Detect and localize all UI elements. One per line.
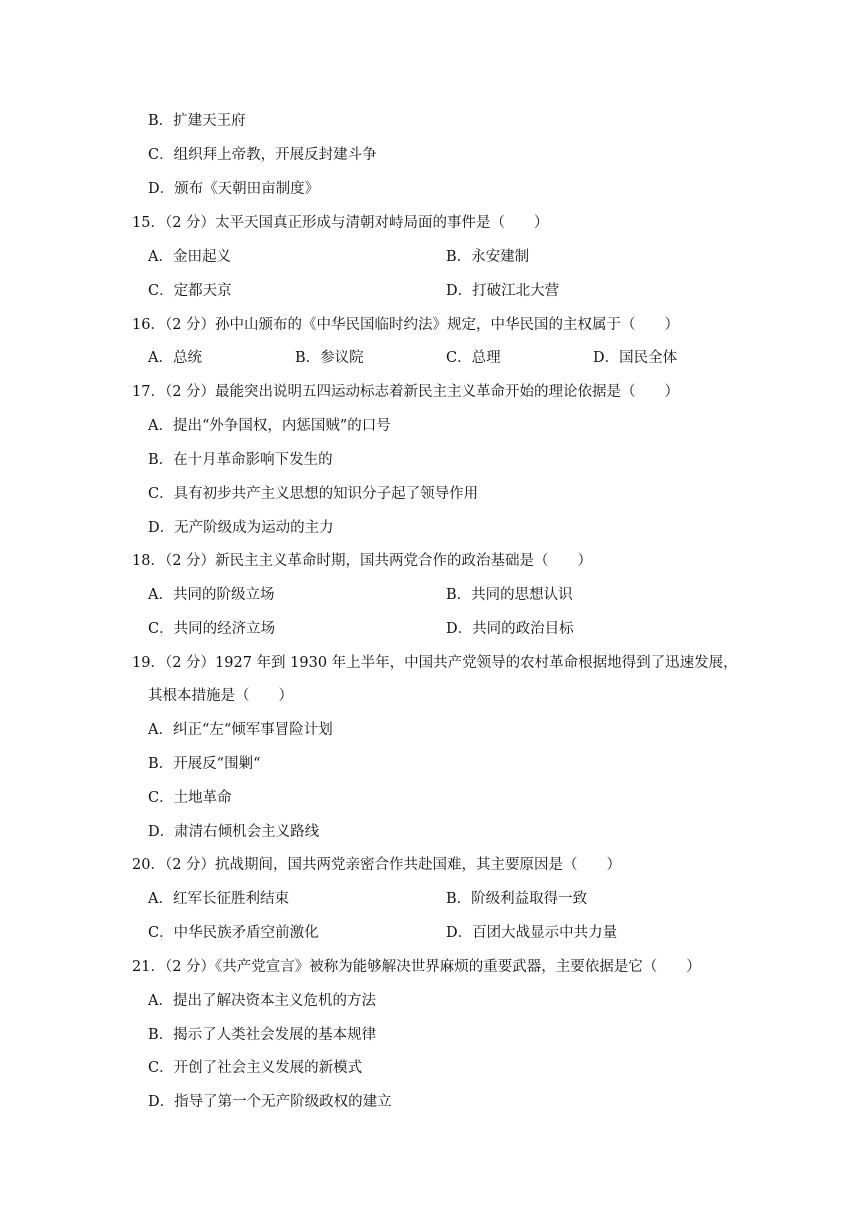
q20-option-a: A．红军长征胜利结束 xyxy=(148,891,289,907)
q16-option-a: A．总统 xyxy=(148,350,202,366)
q14-option-b: B．扩建天王府 xyxy=(148,113,246,129)
q21-option-b: B．揭示了人类社会发展的基本规律 xyxy=(148,1027,377,1043)
q14-option-c: C．组织拜上帝教，开展反封建斗争 xyxy=(148,147,377,163)
q15-option-d: D．打破江北大营 xyxy=(446,283,560,299)
q14-option-d: D．颁布《天朝田亩制度》 xyxy=(148,181,320,197)
q20-stem: 20．（2 分）抗战期间，国共两党亲密合作共赴国难，其主要原因是（ ） xyxy=(132,857,622,873)
q18-option-c: C．共同的经济立场 xyxy=(148,621,276,637)
q17-option-c: C．具有初步共产主义思想的知识分子起了领导作用 xyxy=(148,486,479,502)
q16-stem: 16．（2 分）孙中山颁布的《中华民国临时约法》规定，中华民国的主权属于（ ） xyxy=(132,317,680,333)
q20-option-d: D．百团大战显示中共力量 xyxy=(446,925,618,941)
q17-option-b: B．在十月革命影响下发生的 xyxy=(148,452,333,468)
q19-stem-line-1: 19．（2 分）1927 年到 1930 年上半年，中国共产党领导的农村革命根据地得到了迅速发展， xyxy=(132,655,738,671)
q16-option-b: B．参议院 xyxy=(295,350,364,366)
q15-option-c: C．定都天京 xyxy=(148,283,232,299)
q18-option-a: A．共同的阶级立场 xyxy=(148,587,275,603)
q21-option-c: C．开创了社会主义发展的新模式 xyxy=(148,1060,363,1076)
q20-option-b: B．阶级利益取得一致 xyxy=(446,891,588,907)
q20-option-c: C．中华民族矛盾空前激化 xyxy=(148,925,319,941)
q17-stem: 17．（2 分）最能突出说明五四运动标志着新民主主义革命开始的理论依据是（ ） xyxy=(132,384,680,400)
q21-option-a: A．提出了解决资本主义危机的方法 xyxy=(148,993,376,1009)
q17-option-d: D．无产阶级成为运动的主力 xyxy=(148,520,334,536)
q19-option-c: C．土地革命 xyxy=(148,790,232,806)
q15-stem: 15．（2 分）太平天国真正形成与清朝对峙局面的事件是（ ） xyxy=(132,215,549,231)
q16-option-d: D．国民全体 xyxy=(593,350,678,366)
q19-option-a: A．纠正“左“倾军事冒险计划 xyxy=(148,722,333,738)
q18-stem: 18．（2 分）新民主主义革命时期，国共两党合作的政治基础是（ ） xyxy=(132,553,593,569)
q17-option-a: A．提出“外争国权，内惩国贼”的口号 xyxy=(148,418,391,434)
q15-option-b: B．永安建制 xyxy=(446,249,530,265)
q16-option-c: C．总理 xyxy=(446,350,501,366)
q19-stem-line-2: 其根本措施是（ ） xyxy=(148,688,293,704)
q18-option-d: D．共同的政治目标 xyxy=(446,621,574,637)
q15-option-a: A．金田起义 xyxy=(148,249,231,265)
q21-option-d: D．指导了第一个无产阶级政权的建立 xyxy=(148,1094,392,1110)
q21-stem: 21．（2 分）《共产党宣言》被称为能够解决世界麻烦的重要武器，主要依据是它（ ） xyxy=(132,959,701,975)
q19-option-b: B．开展反“围剿“ xyxy=(148,756,261,772)
q18-option-b: B．共同的思想认识 xyxy=(446,587,573,603)
q19-option-d: D．肃清右倾机会主义路线 xyxy=(148,824,320,840)
